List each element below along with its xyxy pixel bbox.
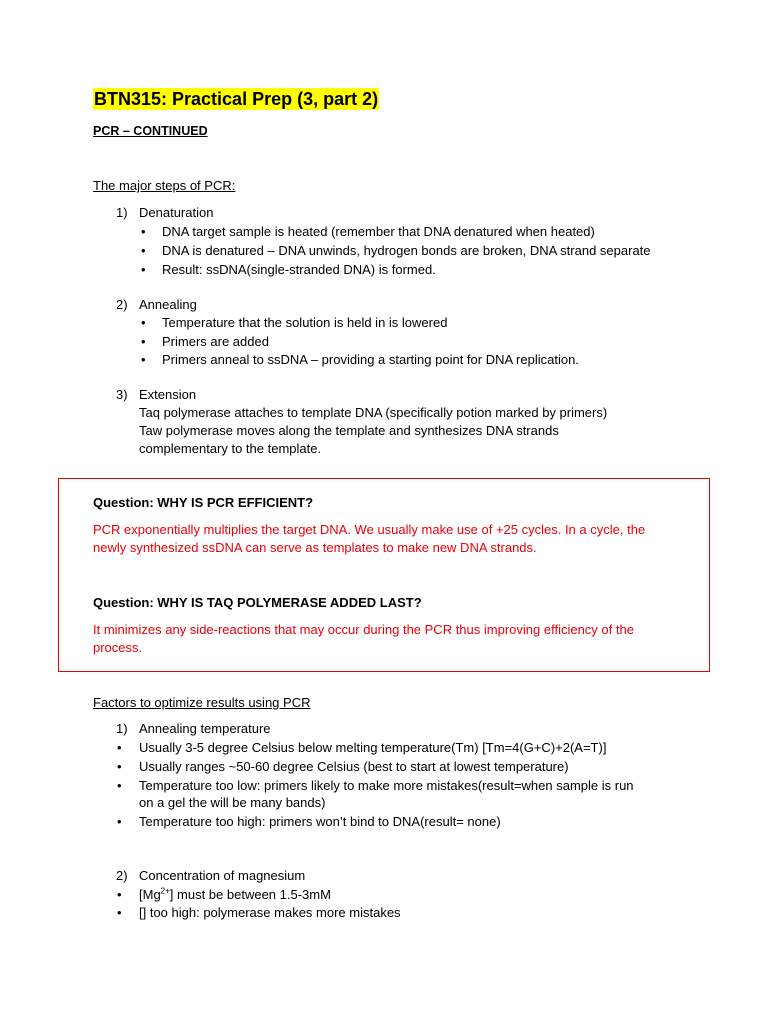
list-item [139, 887, 331, 902]
question-heading: Question: WHY IS TAQ POLYMERASE ADDED LAST? [93, 595, 422, 610]
list-item: DNA target sample is heated (remember that DNA denatured when heated) [162, 224, 595, 239]
bullet-glyph: • [141, 224, 146, 239]
bullet-glyph: • [141, 262, 146, 277]
list-item: Result: ssDNA(single-stranded DNA) is formed. [162, 262, 436, 277]
bullet-glyph: • [117, 905, 122, 920]
answer-text: It minimizes any side-reactions that may occur during the PCR thus improving efficiency of the [93, 622, 634, 637]
bullet-glyph: • [141, 334, 146, 349]
bullet-glyph: • [141, 352, 146, 367]
step-text: Taw polymerase moves along the template and synthesizes DNA strands [139, 423, 559, 438]
bullet-glyph: • [117, 887, 122, 902]
bullet-glyph: • [117, 740, 122, 755]
list-item: Temperature too low: primers likely to make more mistakes(result=when sample is run [139, 778, 634, 793]
list-item: Temperature too high: primers won’t bind to DNA(result= none) [139, 814, 501, 829]
list-item: DNA is denatured – DNA unwinds, hydrogen bonds are broken, DNA strand separate [162, 243, 651, 258]
answer-text: process. [93, 640, 143, 655]
factor-number: 2) [116, 868, 128, 883]
question-heading: Question: WHY IS PCR EFFICIENT? [93, 495, 314, 510]
section-subheading: PCR – CONTINUED [93, 124, 208, 138]
factor-number: 1) [116, 721, 128, 736]
step-number: 2) [116, 297, 128, 312]
mg-prefix: [Mg [139, 887, 161, 902]
factor-name: Concentration of magnesium [139, 868, 306, 883]
page-title: BTN315: Practical Prep (3, part 2) [94, 89, 379, 109]
bullet-glyph: • [141, 243, 146, 258]
step-text: Taq polymerase attaches to template DNA (specifically potion marked by primers) [139, 405, 608, 420]
list-item: Primers are added [162, 334, 269, 349]
list-item: Temperature that the solution is held in is lowered [162, 315, 448, 330]
step-name: Extension [139, 387, 197, 402]
bullet-glyph: • [117, 759, 122, 774]
answer-text: newly synthesized ssDNA can serve as templates to make new DNA strands. [93, 540, 537, 555]
list-item-continuation: on a gel the will be many bands) [139, 795, 326, 810]
mg-suffix: ] must be between 1.5-3mM [169, 887, 331, 902]
mg-charge: 2+ [160, 886, 170, 896]
bullet-glyph: • [117, 814, 122, 829]
step-name: Denaturation [139, 205, 214, 220]
bullet-glyph: • [117, 778, 122, 793]
list-item: Usually 3-5 degree Celsius below melting temperature(Tm) [Tm=4(G+C)+2(A=T)] [139, 740, 607, 755]
answer-text: PCR exponentially multiplies the target DNA. We usually make use of +25 cycles. In a cycle, the [93, 522, 646, 537]
steps-heading: The major steps of PCR: [93, 178, 236, 193]
list-item: Primers anneal to ssDNA – providing a starting point for DNA replication. [162, 352, 579, 367]
step-text: complementary to the template. [139, 441, 322, 456]
factor-name: Annealing temperature [139, 721, 271, 736]
list-item: Usually ranges ~50-60 degree Celsius (best to start at lowest temperature) [139, 759, 569, 774]
factors-heading: Factors to optimize results using PCR [93, 695, 311, 710]
step-number: 3) [116, 387, 128, 402]
step-number: 1) [116, 205, 128, 220]
list-item: [] too high: polymerase makes more mistakes [139, 905, 401, 920]
step-name: Annealing [139, 297, 197, 312]
bullet-glyph: • [141, 315, 146, 330]
